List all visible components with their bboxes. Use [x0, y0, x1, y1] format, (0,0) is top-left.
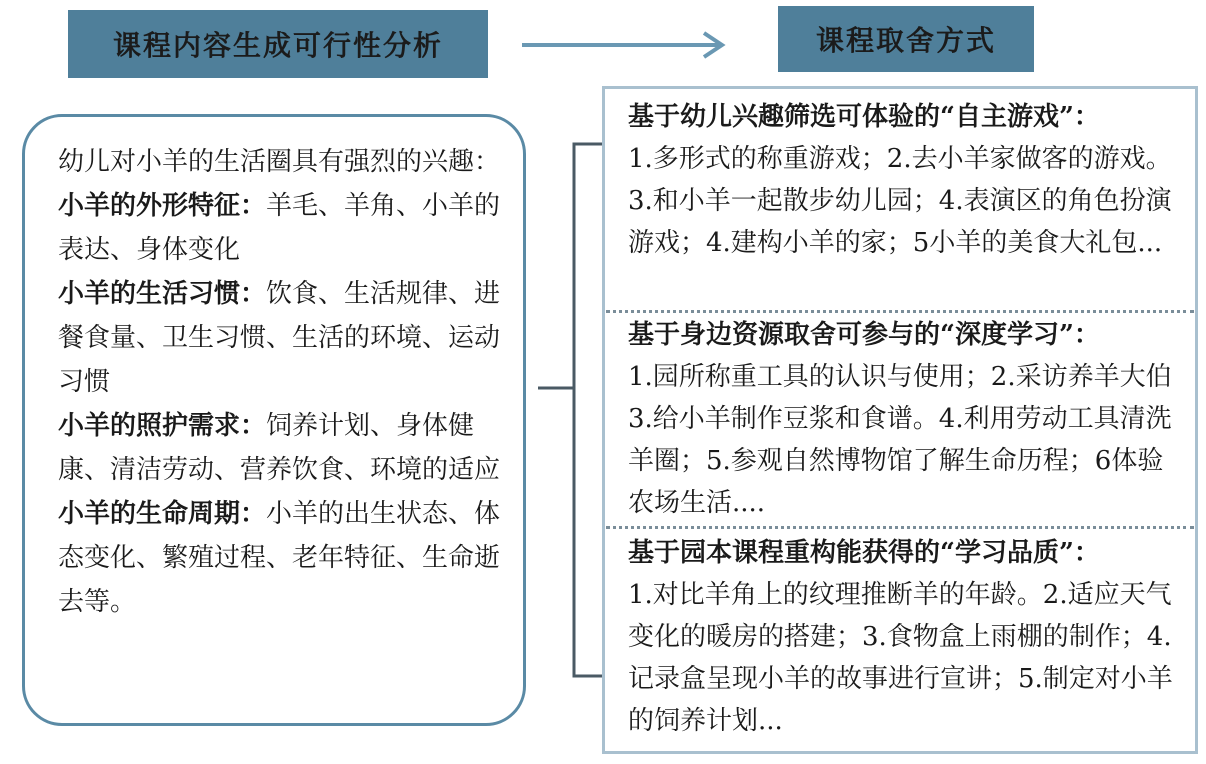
method-section-body: 1.对比羊角上的纹理推断羊的年龄。2.适应天气变化的暖房的搭建；3.食物盒上雨棚的制作；4.记录盒呈现小羊的故事进行宣讲；5.制定对小羊的饲养计划...: [628, 580, 1173, 736]
method-section-title: 基于身边资源取舍可参与的“深度学习”：: [628, 320, 1100, 350]
bracket-connector: [536, 140, 606, 680]
interest-item-body: 羊毛、羊角、小羊的表达、身体变化: [58, 191, 501, 265]
interest-item-head: 小羊的照护需求：: [58, 411, 267, 441]
interest-item-body: 小羊的出生状态、体态变化、繁殖过程、老年特征、生命逝去等。: [58, 499, 501, 617]
interest-item-head: 小羊的外形特征：: [58, 191, 267, 221]
method-section-body: 1.多形式的称重游戏；2.去小羊家做客的游戏。3.和小羊一起散步幼儿园；4.表演区的角色扮演游戏；4.建构小羊的家；5小羊的美食大礼包...: [628, 144, 1172, 258]
interest-item-body: 饮食、生活规律、进餐食量、卫生习惯、生活的环境、运动习惯: [58, 279, 501, 397]
header-selection-method: [778, 6, 1034, 72]
header-right-title: 课程取舍方式: [815, 24, 996, 57]
interest-item: [58, 272, 518, 404]
header-feasibility-analysis: [68, 10, 488, 78]
interest-item: [58, 404, 518, 492]
interest-analysis-text: [58, 140, 518, 624]
interest-item: [58, 492, 518, 624]
interest-item-head: 小羊的生活习惯：: [58, 279, 267, 309]
method-section: [628, 96, 1184, 264]
method-section: [628, 532, 1184, 742]
interest-intro: 幼儿对小羊的生活圈具有强烈的兴趣：: [58, 147, 501, 177]
header-left-title: 课程内容生成可行性分析: [112, 29, 443, 62]
interest-item: [58, 184, 518, 272]
interest-item-body: 饲养计划、身体健康、清洁劳动、营养饮食、环境的适应: [58, 411, 501, 485]
section-divider: [606, 526, 1194, 529]
method-section-title: 基于园本课程重构能获得的“学习品质”：: [628, 538, 1100, 568]
method-section-title: 基于幼儿兴趣筛选可体验的“自主游戏”：: [628, 102, 1100, 132]
section-divider: [606, 310, 1194, 313]
right-arrow-icon: [520, 30, 730, 60]
method-section: [628, 314, 1184, 524]
method-section-body: 1.园所称重工具的认识与使用；2.采访养羊大伯 3.给小羊制作豆浆和食谱。4.利用劳动工具清洗羊圈；5.参观自然博物馆了解生命历程；6体验农场生活....: [628, 362, 1172, 518]
interest-item-head: 小羊的生命周期：: [58, 499, 267, 529]
